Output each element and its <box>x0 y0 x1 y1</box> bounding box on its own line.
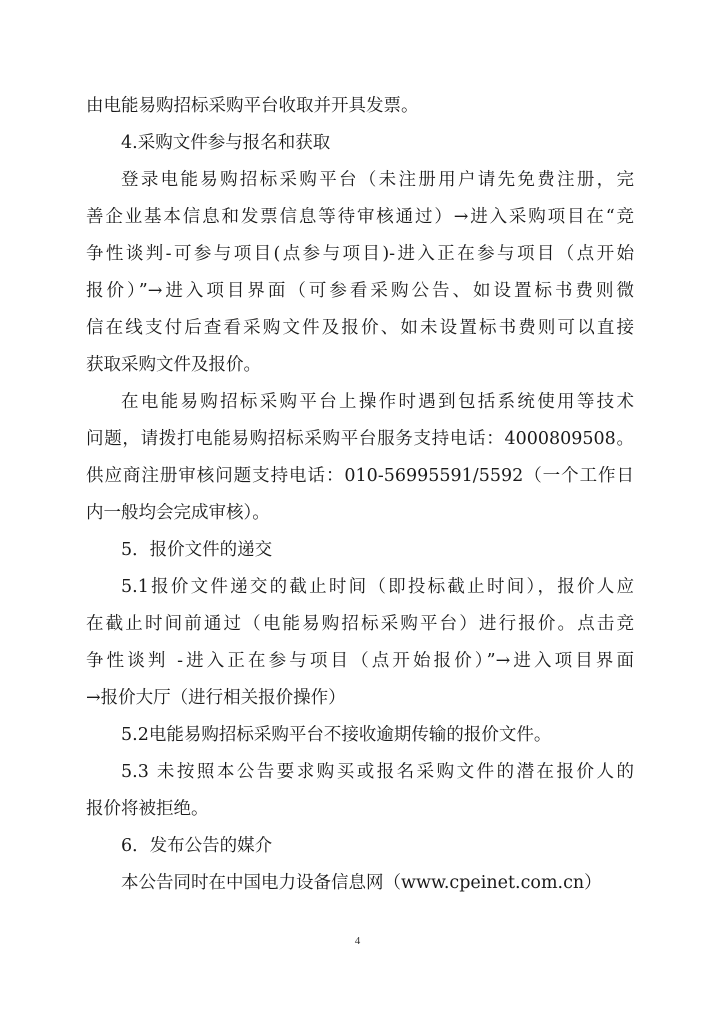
text-line: 问题，请拨打电能易购招标采购平台服务支持电话：4000809508。 <box>86 429 634 449</box>
section-heading: 6．发布公告的媒介 <box>121 836 273 856</box>
text-line: 在电能易购招标采购平台上操作时遇到包括系统使用等技术 <box>121 392 634 412</box>
text-line: 内一般均会完成审核）。 <box>86 503 270 523</box>
text-line: 报价将被拒绝。 <box>86 799 209 819</box>
page-number: 4 <box>354 935 361 947</box>
text-line: 5.3 未按照本公告要求购买或报名采购文件的潜在报价人的 <box>121 762 634 782</box>
text-line: 由电能易购招标采购平台收取并开具发票。 <box>86 96 419 116</box>
text-line: 5.1报价文件递交的截止时间（即投标截止时间），报价人应 <box>121 577 634 597</box>
text-line: 善企业基本信息和发票信息等待审核通过）→进入采购项目在“竞 <box>86 207 634 227</box>
text-line: 信在线支付后查看采购文件及报价、如未设置标书费则可以直接 <box>86 318 634 338</box>
text-line: 争性谈判 -进入正在参与项目（点开始报价）”→进入项目界面 <box>86 651 634 671</box>
text-line: 在截止时间前通过（电能易购招标采购平台）进行报价。点击竞 <box>86 614 634 634</box>
text-line: 争性谈判-可参与项目(点参与项目)-进入正在参与项目（点开始 <box>86 244 634 264</box>
document-body <box>86 88 634 902</box>
text-line: 获取采购文件及报价。 <box>86 355 261 375</box>
text-line: →报价大厅（进行相关报价操作） <box>86 688 346 708</box>
text-line: 登录电能易购招标采购平台（未注册用户请先免费注册，完 <box>121 170 634 190</box>
text-line: 供应商注册审核问题支持电话：010-56995591/5592（一个工作日 <box>86 466 634 486</box>
text-line: 本公告同时在中国电力设备信息网（www.cpeinet.com.cn） <box>121 873 602 893</box>
text-line: 5.2电能易购招标采购平台不接收逾期传输的报价文件。 <box>121 725 552 745</box>
section-heading: 4.采购文件参与报名和获取 <box>121 133 331 153</box>
text-line: 报价）”→进入项目界面（可参看采购公告、如设置标书费则微 <box>86 281 634 301</box>
section-heading: 5．报价文件的递交 <box>121 540 273 560</box>
